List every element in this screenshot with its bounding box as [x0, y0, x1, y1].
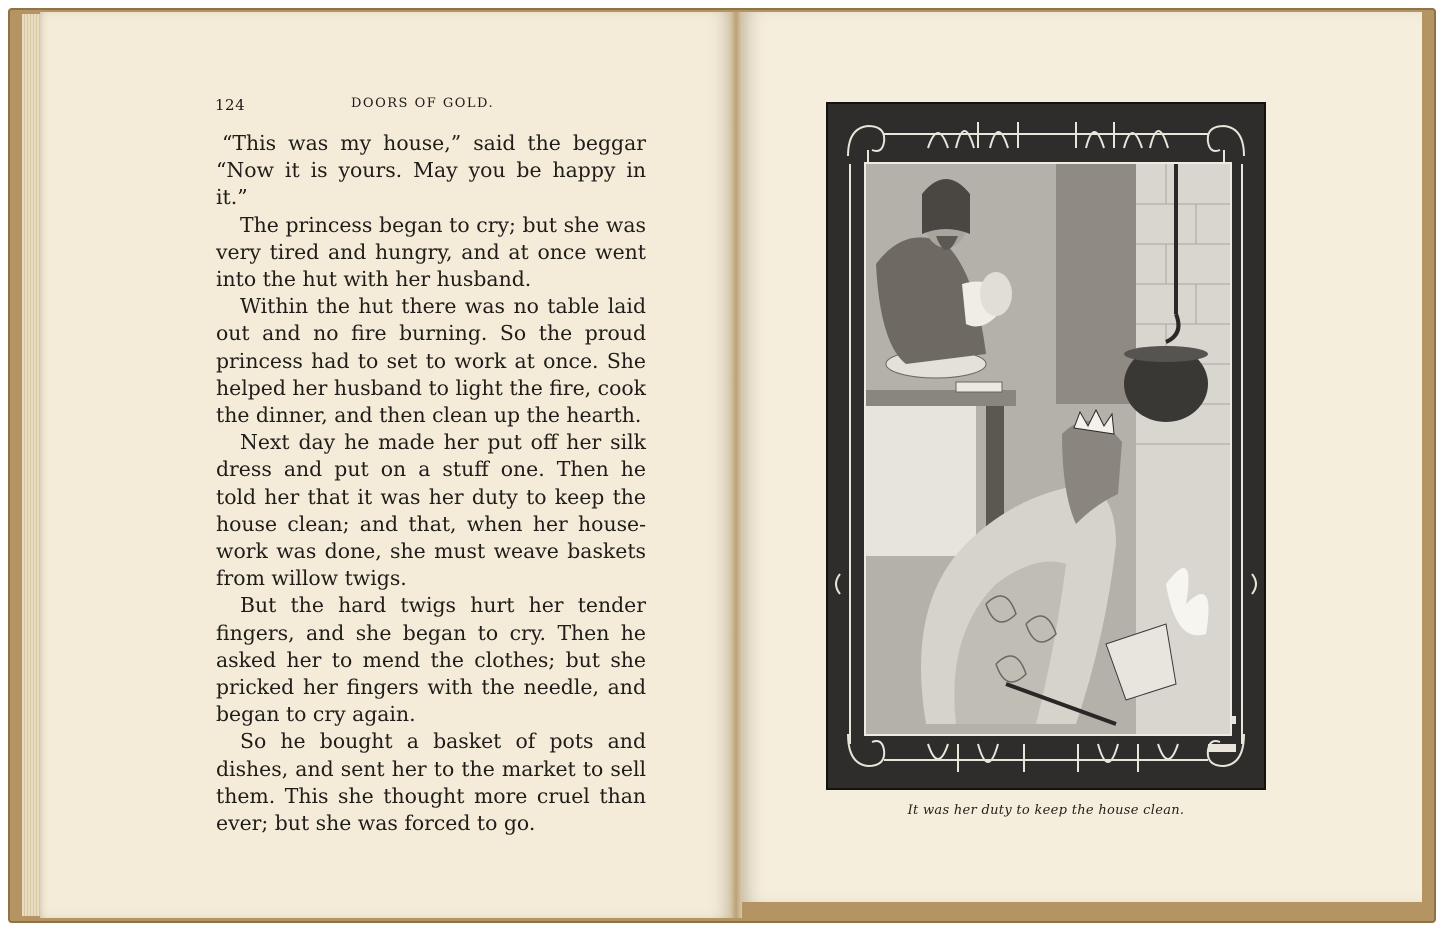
- paragraph: Next day he made her put off her silk dress and put on a stuff one. Then he told her that it was her duty to keep the house clean; and that, when her house-work was done, she must weave baskets from willow twigs.: [216, 430, 646, 591]
- scene-drawing: [866, 164, 1230, 734]
- paragraph: Within the hut there was no table laid out and no fire burning. So the proud princess had to set to work at once. She helped her husband to light the fire, cook the dinner, and then clean up the hearth.: [216, 294, 646, 428]
- paragraph: The princess began to cry; but she was very tired and hungry, and at once went into the hut with her husband.: [216, 212, 646, 292]
- running-head: DOORS OF GOLD.: [351, 96, 495, 111]
- book-gutter: [730, 12, 742, 918]
- plate-stack: [956, 382, 1002, 392]
- paragraph: But the hard twigs hurt her tender fingers, and she began to cry. Then he asked her to mend the clothes; but she pricked her fingers with the needle, and began to cry again.: [216, 593, 646, 727]
- bottom-scroll-ornament: [848, 734, 884, 766]
- top-scroll-ornament-right: [1208, 126, 1244, 156]
- table-cloth: [866, 406, 976, 556]
- paragraph: So he bought a basket of pots and dishes, and sent her to the market to sell them. This she thought more cruel than ever; but she was forced to go.: [216, 729, 646, 836]
- illustration-caption: It was her duty to keep the house clean.: [907, 803, 1185, 818]
- illustration-plate: [826, 102, 1266, 790]
- body-text: [216, 130, 646, 837]
- illustration-scene: [864, 162, 1232, 736]
- brush-shape: [1208, 744, 1236, 752]
- page-header: [215, 96, 645, 120]
- paragraph: “This was my house,” said the beggar “Now it is yours. May you be happy in it.”: [216, 131, 646, 210]
- page-number: 124: [215, 96, 246, 114]
- page-edges: [22, 14, 40, 916]
- top-scroll-ornament: [848, 126, 884, 156]
